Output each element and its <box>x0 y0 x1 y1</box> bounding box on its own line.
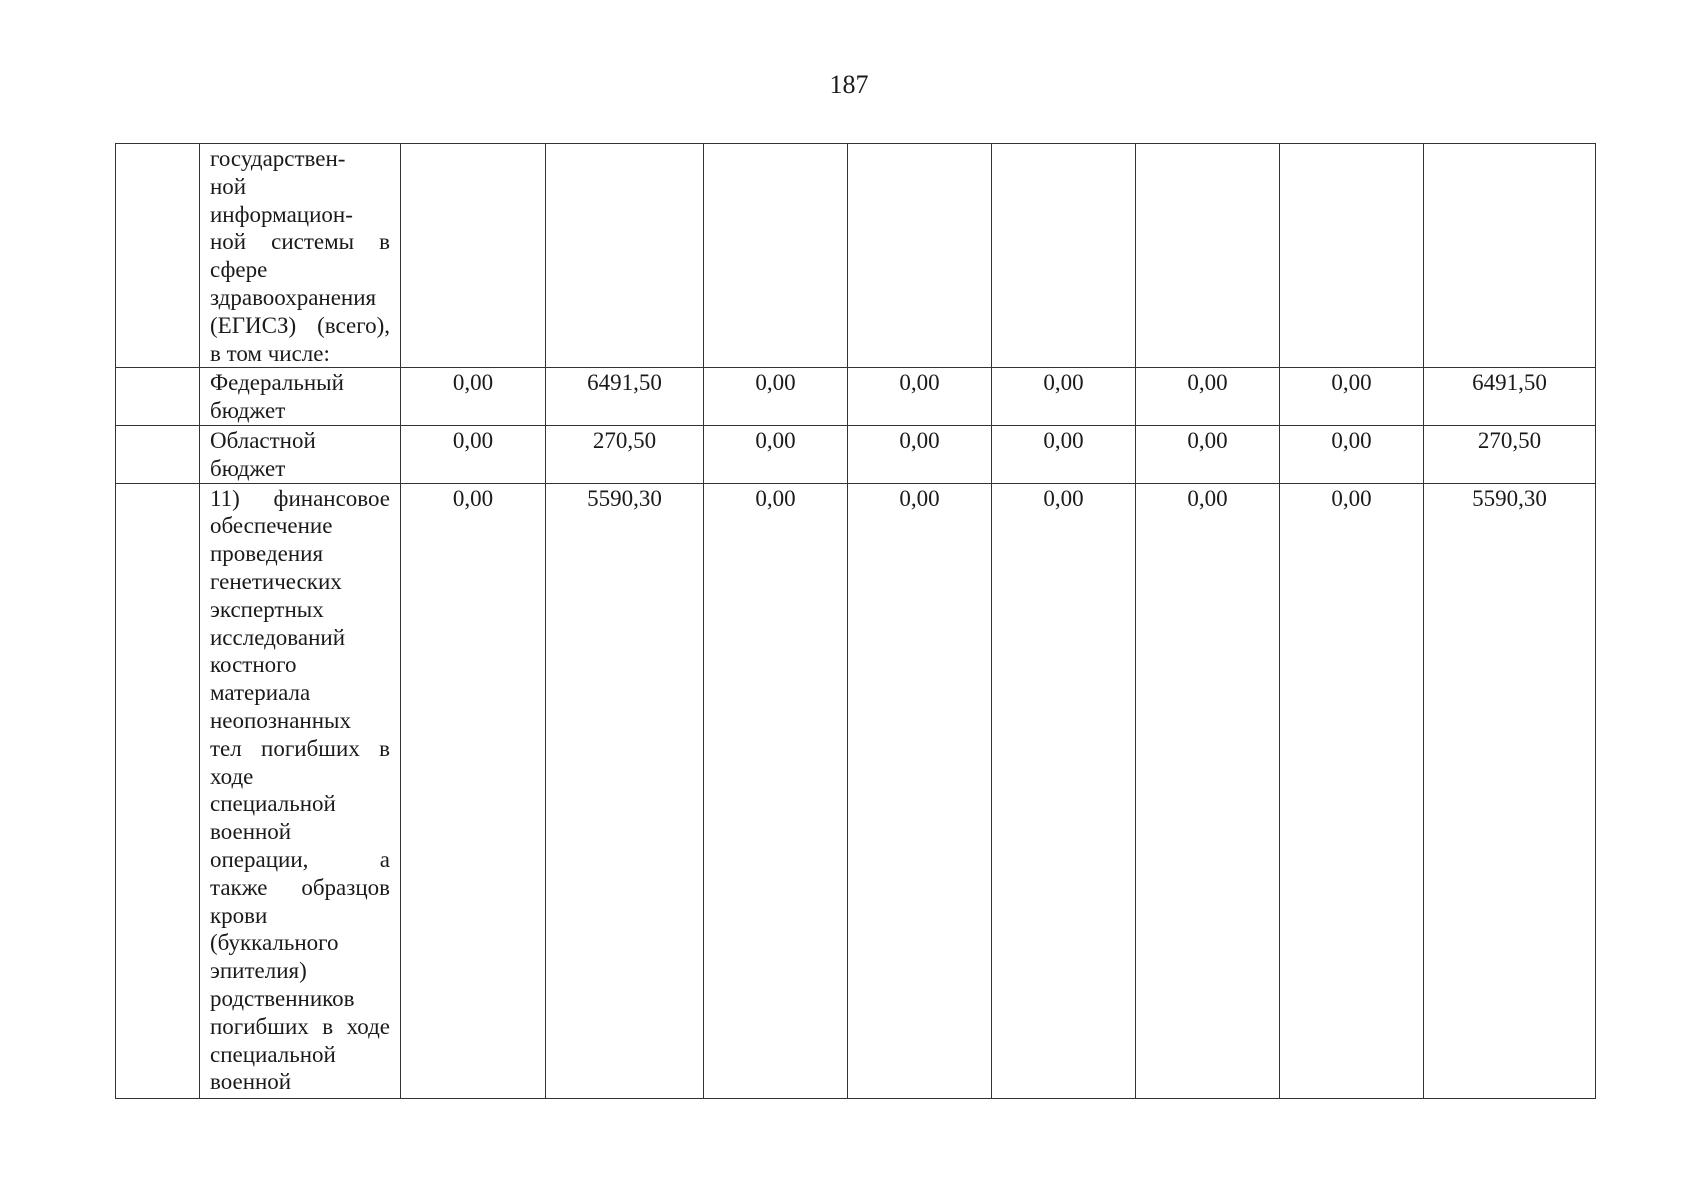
page-number: 187 <box>829 70 869 99</box>
description-line: информацион- <box>210 201 353 227</box>
description-cell <box>200 483 401 1098</box>
description-cell <box>200 144 401 368</box>
description-line: экспертных <box>210 596 324 622</box>
description-line: проведения <box>210 541 324 567</box>
description-line: (буккального <box>210 930 339 956</box>
description-line: погибших в ходе <box>210 1013 390 1039</box>
value-cell <box>704 144 848 368</box>
description-line: крови <box>210 902 268 928</box>
value-cell: 0,00 <box>401 425 546 483</box>
value-cell: 0,00 <box>704 483 848 1098</box>
value-cell: 5590,30 <box>1424 483 1596 1098</box>
value-cell: 0,00 <box>1280 425 1424 483</box>
value-cell: 0,00 <box>704 425 848 483</box>
description-line: государствен- <box>210 146 346 171</box>
value-cell: 270,50 <box>546 425 704 483</box>
value-cell: 0,00 <box>401 483 546 1098</box>
value-cell: 0,00 <box>992 368 1136 426</box>
value-cell: 0,00 <box>992 425 1136 483</box>
value-cell <box>1280 144 1424 368</box>
description-line: специальной <box>210 791 336 817</box>
description-line: ходе <box>210 763 254 789</box>
row-index-cell <box>116 144 200 368</box>
value-cell <box>1424 144 1596 368</box>
description-line: генетических <box>210 568 342 594</box>
description-line: обеспечение <box>210 513 333 539</box>
value-cell <box>848 144 992 368</box>
value-cell: 0,00 <box>992 483 1136 1098</box>
description-line: военной <box>210 1069 292 1095</box>
value-cell: 0,00 <box>848 483 992 1098</box>
description-line: исследований <box>210 624 346 650</box>
description-line: (ЕГИСЗ) (всего), <box>210 312 390 338</box>
value-cell <box>1136 144 1280 368</box>
value-cell: 0,00 <box>1136 483 1280 1098</box>
description-line: бюджет <box>210 455 286 481</box>
value-cell: 0,00 <box>401 368 546 426</box>
description-line: Федеральный <box>210 370 344 396</box>
value-cell: 6491,50 <box>546 368 704 426</box>
description-line: бюджет <box>210 398 286 424</box>
value-cell: 0,00 <box>704 368 848 426</box>
value-cell: 6491,50 <box>1424 368 1596 426</box>
description-line: тел погибших в <box>210 735 390 761</box>
description-line: ной <box>210 173 247 199</box>
table-row <box>116 368 1596 426</box>
table-body <box>116 144 1596 1099</box>
description-line: в том числе: <box>210 340 330 366</box>
value-cell: 270,50 <box>1424 425 1596 483</box>
description-line: военной <box>210 819 292 845</box>
description-cell <box>200 425 401 483</box>
value-cell <box>992 144 1136 368</box>
value-cell: 5590,30 <box>546 483 704 1098</box>
value-cell: 0,00 <box>1280 483 1424 1098</box>
value-cell: 0,00 <box>1136 368 1280 426</box>
description-line: ной системы в <box>210 229 390 255</box>
row-index-cell <box>116 425 200 483</box>
table-row <box>116 483 1596 1098</box>
value-cell: 0,00 <box>1280 368 1424 426</box>
description-line: костного <box>210 652 297 678</box>
description-line: операции, а <box>210 846 390 872</box>
description-line: здравоохранения <box>210 284 377 310</box>
value-cell: 0,00 <box>848 425 992 483</box>
description-line: эпителия) <box>210 958 307 984</box>
description-line: материала <box>210 680 311 706</box>
description-line: специальной <box>210 1041 336 1067</box>
value-cell: 0,00 <box>848 368 992 426</box>
description-line: родственников <box>210 985 355 1011</box>
row-index-cell <box>116 368 200 426</box>
table-row <box>116 144 1596 368</box>
description-line: Областной <box>210 427 316 453</box>
value-cell <box>546 144 704 368</box>
budget-table <box>115 143 1596 1099</box>
table-row <box>116 425 1596 483</box>
row-index-cell <box>116 483 200 1098</box>
description-line: неопознанных <box>210 707 351 733</box>
value-cell: 0,00 <box>1136 425 1280 483</box>
description-line: 11) финансовое <box>210 485 390 511</box>
description-line: также образцов <box>210 874 390 900</box>
description-line: сфере <box>210 257 268 283</box>
description-cell <box>200 368 401 426</box>
value-cell <box>401 144 546 368</box>
